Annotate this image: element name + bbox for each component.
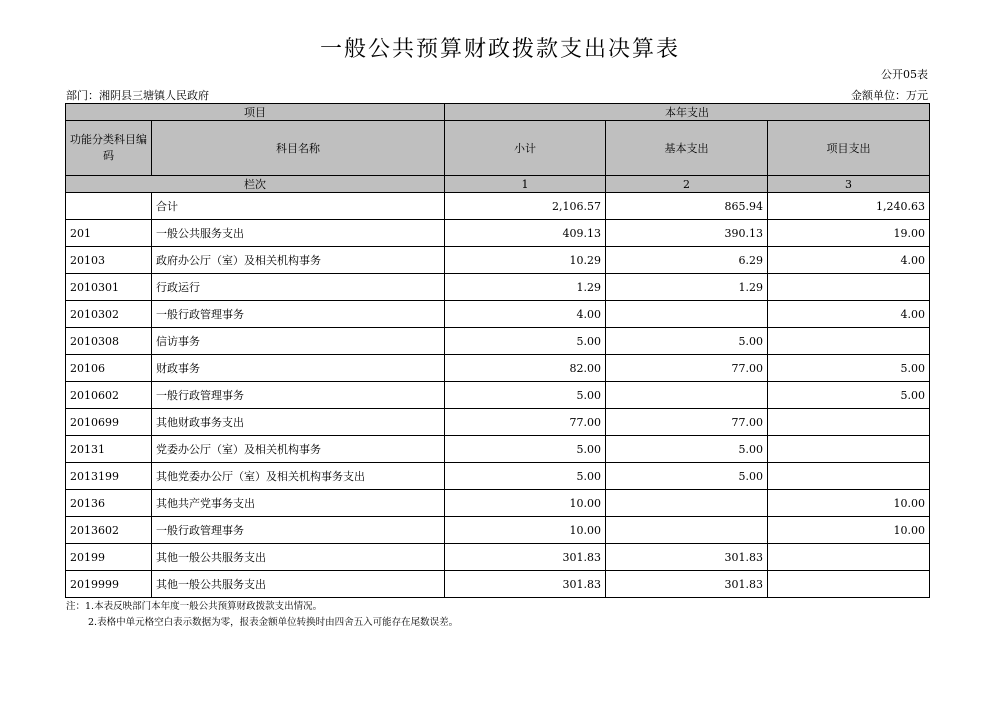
row-name-cell: 合计 — [152, 193, 445, 220]
row-code-cell: 201 — [66, 220, 152, 247]
row-code-cell: 2019999 — [66, 571, 152, 598]
row-subtotal-cell: 5.00 — [445, 328, 606, 355]
table-row — [66, 328, 930, 355]
row-project-cell: 1,240.63 — [768, 193, 930, 220]
row-basic-cell: 5.00 — [606, 463, 768, 490]
header-col-3: 3 — [768, 176, 930, 193]
row-project-cell: 4.00 — [768, 247, 930, 274]
table-row — [66, 301, 930, 328]
row-code-cell: 20131 — [66, 436, 152, 463]
row-code-cell: 2010602 — [66, 382, 152, 409]
table-row — [66, 355, 930, 382]
row-subtotal-cell: 4.00 — [445, 301, 606, 328]
row-basic-cell — [606, 382, 768, 409]
row-name-cell: 其他党委办公厅（室）及相关机构事务支出 — [152, 463, 445, 490]
note-line-2: 2.表格中单元格空白表示数据为零，报表金额单位转换时由四舍五入可能存在尾数误差。 — [88, 617, 459, 628]
row-basic-cell: 77.00 — [606, 409, 768, 436]
row-name-cell: 其他财政事务支出 — [152, 409, 445, 436]
row-subtotal-cell: 5.00 — [445, 382, 606, 409]
row-subtotal-cell: 409.13 — [445, 220, 606, 247]
row-project-cell: 4.00 — [768, 301, 930, 328]
row-name-cell: 党委办公厅（室）及相关机构事务 — [152, 436, 445, 463]
row-project-cell — [768, 409, 930, 436]
row-subtotal-cell: 5.00 — [445, 463, 606, 490]
row-name-cell: 行政运行 — [152, 274, 445, 301]
table-row — [66, 220, 930, 247]
row-subtotal-cell: 82.00 — [445, 355, 606, 382]
table-row — [66, 193, 930, 220]
row-name-cell: 其他一般公共服务支出 — [152, 544, 445, 571]
table-row — [66, 517, 930, 544]
row-basic-cell — [606, 301, 768, 328]
row-name-cell: 其他一般公共服务支出 — [152, 571, 445, 598]
report-title: 一般公共预算财政拨款支出决算表 — [319, 37, 680, 62]
row-code-cell: 2010699 — [66, 409, 152, 436]
table-row — [66, 544, 930, 571]
row-code-cell — [66, 193, 152, 220]
header-project: 项目 — [66, 104, 445, 121]
header-col-2: 2 — [606, 176, 768, 193]
row-subtotal-cell: 301.83 — [445, 571, 606, 598]
header-func-code: 功能分类科目编码 — [66, 121, 152, 176]
table-row — [66, 274, 930, 301]
header-subject-name: 科目名称 — [152, 121, 445, 176]
row-subtotal-cell: 10.00 — [445, 517, 606, 544]
row-project-cell: 5.00 — [768, 355, 930, 382]
row-project-cell — [768, 328, 930, 355]
row-project-cell: 5.00 — [768, 382, 930, 409]
row-subtotal-cell: 301.83 — [445, 544, 606, 571]
note-line-1: 注：1.本表反映部门本年度一般公共预算财政拨款支出情况。 — [66, 601, 323, 612]
notes — [66, 599, 458, 631]
row-name-cell: 信访事务 — [152, 328, 445, 355]
table-row — [66, 247, 930, 274]
row-basic-cell: 5.00 — [606, 328, 768, 355]
header-col-1: 1 — [445, 176, 606, 193]
row-basic-cell: 390.13 — [606, 220, 768, 247]
header-row-2 — [66, 121, 930, 176]
row-basic-cell — [606, 490, 768, 517]
row-code-cell: 20106 — [66, 355, 152, 382]
row-basic-cell: 301.83 — [606, 544, 768, 571]
row-project-cell — [768, 436, 930, 463]
row-code-cell: 2010302 — [66, 301, 152, 328]
row-basic-cell: 5.00 — [606, 436, 768, 463]
row-basic-cell: 301.83 — [606, 571, 768, 598]
table-row — [66, 436, 930, 463]
header-subtotal: 小计 — [445, 121, 606, 176]
row-subtotal-cell: 10.00 — [445, 490, 606, 517]
table-row — [66, 571, 930, 598]
header-column-index: 栏次 — [66, 176, 445, 193]
row-code-cell: 20136 — [66, 490, 152, 517]
row-code-cell: 20103 — [66, 247, 152, 274]
row-project-cell — [768, 571, 930, 598]
row-basic-cell: 865.94 — [606, 193, 768, 220]
table-row — [66, 382, 930, 409]
row-name-cell: 一般公共服务支出 — [152, 220, 445, 247]
header-row-3 — [66, 176, 930, 193]
row-subtotal-cell: 77.00 — [445, 409, 606, 436]
row-name-cell: 财政事务 — [152, 355, 445, 382]
row-basic-cell — [606, 517, 768, 544]
row-basic-cell: 1.29 — [606, 274, 768, 301]
table-row — [66, 490, 930, 517]
row-project-cell — [768, 274, 930, 301]
header-basic: 基本支出 — [606, 121, 768, 176]
row-name-cell: 一般行政管理事务 — [152, 301, 445, 328]
header-row-1 — [66, 104, 930, 121]
row-project-cell: 10.00 — [768, 517, 930, 544]
department-label: 部门：湘阴县三塘镇人民政府 — [66, 89, 209, 102]
row-name-cell: 其他共产党事务支出 — [152, 490, 445, 517]
table-row — [66, 463, 930, 490]
form-code: 公开05表 — [881, 68, 928, 81]
row-basic-cell: 77.00 — [606, 355, 768, 382]
row-code-cell: 2010301 — [66, 274, 152, 301]
row-subtotal-cell: 10.29 — [445, 247, 606, 274]
row-basic-cell: 6.29 — [606, 247, 768, 274]
header-current-year: 本年支出 — [445, 104, 930, 121]
row-subtotal-cell: 1.29 — [445, 274, 606, 301]
row-project-cell: 10.00 — [768, 490, 930, 517]
table-row — [66, 409, 930, 436]
header-project-exp: 项目支出 — [768, 121, 930, 176]
row-project-cell — [768, 463, 930, 490]
amount-unit-label: 金额单位：万元 — [851, 89, 928, 102]
row-code-cell: 20199 — [66, 544, 152, 571]
row-subtotal-cell: 5.00 — [445, 436, 606, 463]
expenditure-table — [65, 103, 930, 598]
row-name-cell: 一般行政管理事务 — [152, 382, 445, 409]
row-name-cell: 一般行政管理事务 — [152, 517, 445, 544]
row-name-cell: 政府办公厅（室）及相关机构事务 — [152, 247, 445, 274]
row-code-cell: 2010308 — [66, 328, 152, 355]
row-project-cell: 19.00 — [768, 220, 930, 247]
row-code-cell: 2013199 — [66, 463, 152, 490]
row-project-cell — [768, 544, 930, 571]
row-subtotal-cell: 2,106.57 — [445, 193, 606, 220]
row-code-cell: 2013602 — [66, 517, 152, 544]
